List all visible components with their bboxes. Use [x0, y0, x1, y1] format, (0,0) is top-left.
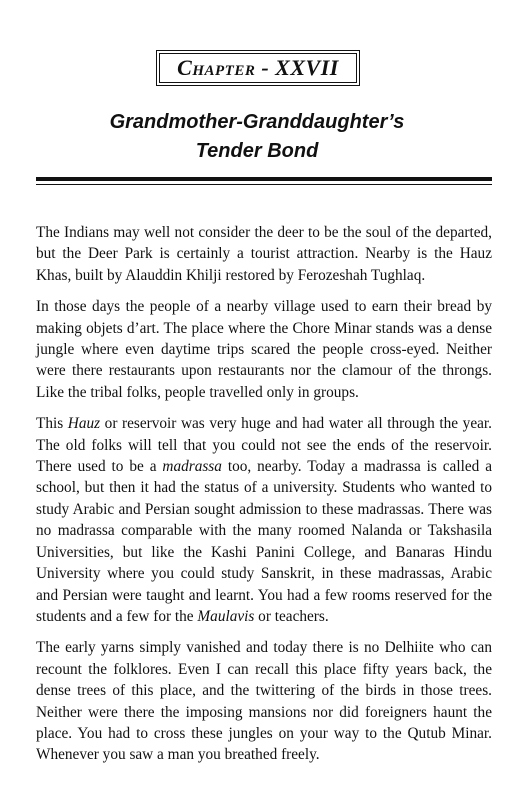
- chapter-body: [36, 222, 492, 776]
- title-rule-thick: [36, 177, 492, 181]
- chapter-title-line-2: Tender Bond: [195, 140, 319, 162]
- paragraph-3: This Hauz or reservoir was very huge and had water all through the year. The old folks will tell that you could not see the ends of the reservoir. There used to be a madrassa too, nearby. Today a madrassa is called a school, but then it had the status of a university. Students who wanted to study Arabic and Persian sought admission to these madrassas. There was no madrassa comparable with the many roomed Nalanda or Takshasila Universities, but like the Kashi Panini College, and Banaras Hindu University where you could study Sanskrit, in these madrassas, Arabic and Persian were taught and learnt. You had a few rooms reserved for the students and a few for the Maulavis or teachers.: [36, 415, 492, 625]
- italic-hauz: Hauz: [67, 415, 101, 433]
- chapter-heading: [159, 53, 357, 83]
- chapter-heading-box: [156, 50, 360, 86]
- chapter-title-line-1: Grandmother-Granddaughter’s: [109, 111, 405, 133]
- paragraph-4: The early yarns simply vanished and today there is no Delhiite who can recount the folklores. Even I can recall this place fifty years back, the dense trees of this place, and the twittering of the birds in those trees. Neither were there the imposing mansions nor did foreigners haunt the place. You had to cross these jungles on your way to the Qutub Minar. Whenever you saw a man you breathed freely.: [36, 639, 492, 764]
- chapter-title: [40, 108, 474, 166]
- paragraph-2: In those days the people of a nearby village used to earn their bread by making objets d’art. The place where the Chore Minar stands was a dense jungle where even daytime trips scared the people cross-eyed. Neither were there restaurants upon restaurants nor the clamour of the throngs. Like the tribal folks, people travelled only in groups.: [36, 298, 492, 401]
- paragraph-1: The Indians may well not consider the deer to be the soul of the departed, but the Deer Park is certainly a tourist attraction. Nearby is the Hauz Khas, built by Alauddin Khilji restored by Ferozeshah Tughlaq.: [36, 224, 492, 284]
- chapter-label: Chapter: [177, 55, 256, 80]
- chapter-number: - XXVII: [255, 55, 339, 80]
- title-rule-thin: [36, 184, 492, 185]
- italic-maulavis: Maulavis: [197, 607, 255, 625]
- italic-madrassa: madrassa: [162, 458, 222, 476]
